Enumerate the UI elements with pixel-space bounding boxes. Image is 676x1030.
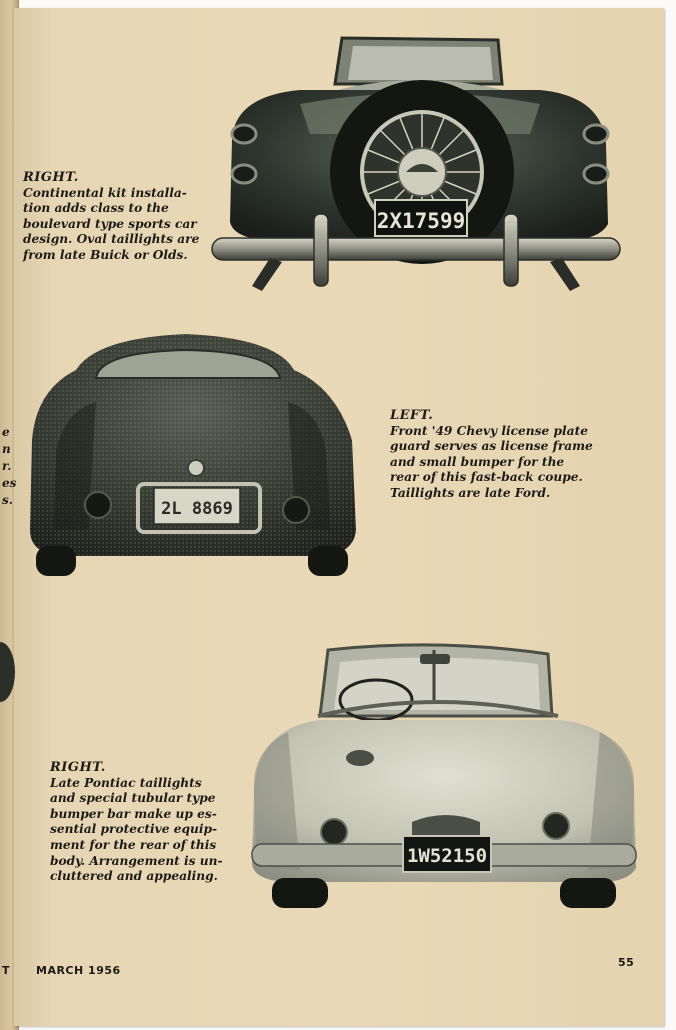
continental-kit-car-photo xyxy=(210,34,624,296)
caption-heading: RIGHT. xyxy=(50,760,106,775)
license-plate-text: 2L 8869 xyxy=(161,499,233,519)
edge-text-fragment: es xyxy=(2,476,17,490)
caption-body: Continental kit installa- tion adds class to the boulevard type sports car design. Oval taillights are from late Buick or Olds. xyxy=(23,185,200,262)
license-plate-text: 2X17599 xyxy=(376,209,466,233)
license-plate-text: 1W52150 xyxy=(406,845,488,867)
caption-body: Late Pontiac taillights and special tubular type bumper bar make up es- sential protective equip- ment for the rear of this body. Arrangement is un- cluttered and appealing. xyxy=(50,775,223,884)
edge-text-fragment: n xyxy=(2,442,11,456)
issue-date: MARCH 1956 xyxy=(36,964,121,977)
page-number: 55 xyxy=(618,956,635,969)
caption-fast-back-coupe xyxy=(390,408,622,502)
caption-body: Front '49 Chevy license plate guard serves as license frame and small bumper for the rear of this fast-back coupe. Taillights are late Ford. xyxy=(390,423,593,500)
fast-back-coupe-photo xyxy=(26,330,360,580)
pontiac-taillight-car-photo xyxy=(248,640,640,912)
edge-text-fragment: T xyxy=(2,964,11,977)
caption-pontiac-taillights xyxy=(50,760,240,885)
caption-heading: RIGHT. xyxy=(23,170,79,185)
caption-heading: LEFT. xyxy=(390,408,434,423)
edge-text-fragment: r. xyxy=(2,459,12,473)
caption-continental-kit xyxy=(23,170,213,264)
edge-text-fragment: s. xyxy=(2,493,13,507)
facing-photo-fragment xyxy=(0,640,16,704)
edge-text-fragment: e xyxy=(2,425,10,439)
